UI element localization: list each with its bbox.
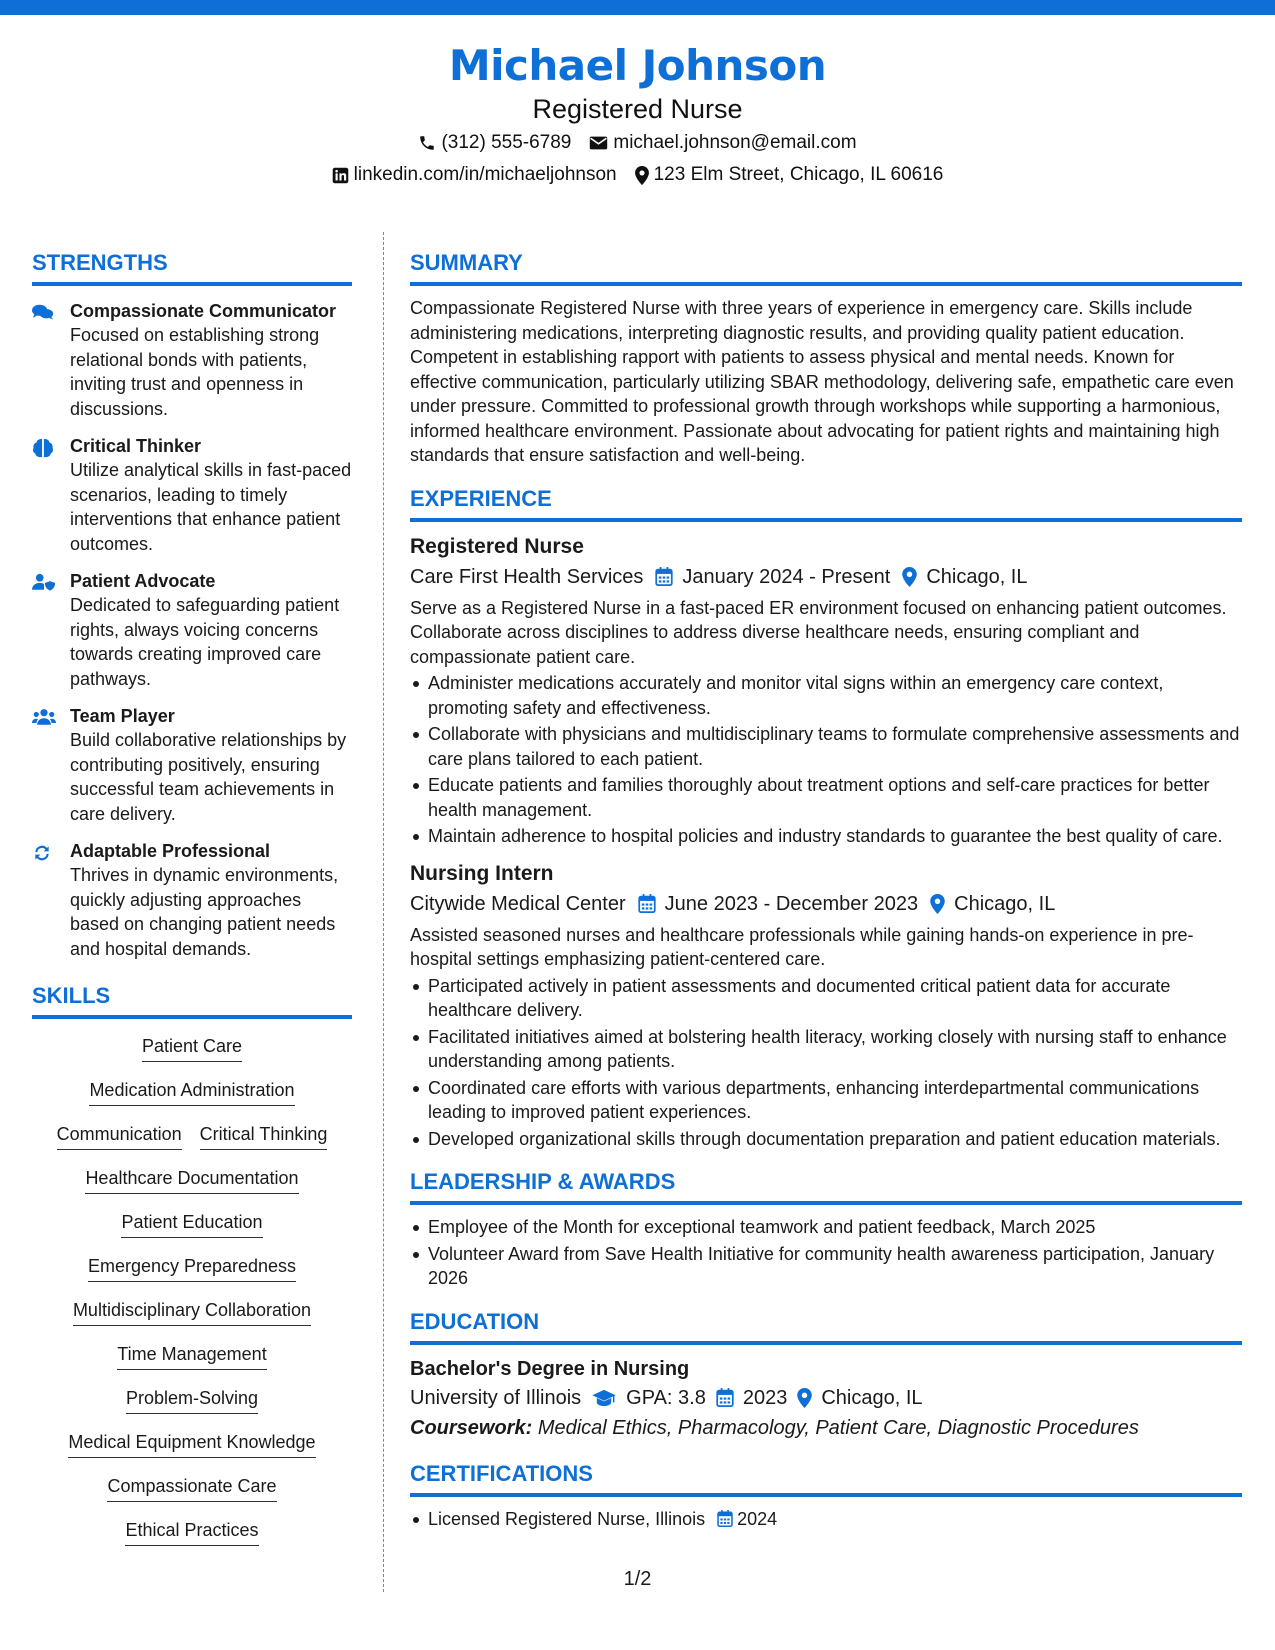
graduation-cap-icon	[591, 1389, 617, 1407]
email-text: michael.johnson@email.com	[613, 132, 857, 153]
degree-title: Bachelor's Degree in Nursing	[410, 1357, 690, 1380]
linkedin-icon	[332, 167, 349, 184]
strength-title: Adaptable Professional	[70, 841, 271, 861]
strength-title: Compassionate Communicator	[70, 301, 337, 321]
summary-text: Compassionate Registered Nurse with three years of experience in emergency care. Skills include administering medications, interpreting diagnostic results, and providing quality patient education. Competent in establishing rapport with patients to assess physical and mental needs. Known for effective communication, particularly utilizing SBAR methodology, delivering safe, empathetic care even under pressure. Committed to professional growth through workshops while supporting a harmonious, informed healthcare environment. Passionate about advocating for patient rights and maintaining high standards that ensure satisfaction and well-being.	[410, 298, 1234, 465]
strength-title: Patient Advocate	[70, 571, 216, 591]
linkedin-text: linkedin.com/in/michaeljohnson	[353, 164, 617, 185]
phone-contact	[418, 128, 571, 158]
strength-desc: Dedicated to safeguarding patient rights, always voicing concerns towards creating improved care pathways.	[70, 595, 340, 689]
skill-row	[142, 1033, 242, 1062]
skill-row	[107, 1473, 276, 1502]
strength-item	[32, 299, 352, 421]
leadership-section	[410, 1169, 1242, 1291]
experience-section	[410, 486, 1242, 1152]
skill-tag: Emergency Preparedness	[88, 1253, 296, 1282]
skill-tag: Communication	[57, 1121, 182, 1150]
linkedin-contact[interactable]	[332, 160, 617, 190]
brain-icon	[32, 434, 56, 556]
education-location-text: Chicago, IL	[821, 1386, 923, 1409]
job-entry	[410, 859, 1242, 1152]
right-column	[410, 250, 1242, 1533]
users-icon	[32, 704, 56, 826]
skill-tag: Critical Thinking	[200, 1121, 328, 1150]
job-bullet: Administer medications accurately and monitor vital signs within an emergency care context, promoting safety and effectiveness.	[410, 671, 1242, 720]
coursework-label: Coursework:	[410, 1416, 533, 1439]
certification-item	[410, 1507, 1242, 1532]
top-accent-bar	[0, 0, 1275, 15]
job-meta	[410, 889, 1242, 919]
job-location	[902, 562, 1027, 592]
skill-row	[88, 1253, 296, 1282]
skill-row	[85, 1165, 298, 1194]
skill-tag: Time Management	[117, 1341, 266, 1370]
job-bullets	[410, 671, 1242, 849]
job-dates	[655, 562, 890, 592]
strength-desc: Thrives in dynamic environments, quickly adjusting approaches based on changing patient needs and hospital demands.	[70, 865, 339, 959]
job-dates-text: June 2023 - December 2023	[664, 892, 919, 915]
skill-tag: Patient Care	[142, 1033, 242, 1062]
calendar-icon	[716, 1388, 734, 1407]
job-title: Nursing Intern	[410, 861, 554, 885]
job-dates	[638, 889, 919, 919]
skills-heading: SKILLS	[32, 983, 352, 1019]
education-meta	[410, 1383, 1242, 1413]
envelope-icon	[589, 135, 608, 151]
page-number: 1/2	[623, 1568, 652, 1590]
school-name: University of Illinois	[410, 1386, 582, 1409]
skill-row	[126, 1385, 258, 1414]
job-bullet: Maintain adherence to hospital policies and industry standards to guarantee the best quality of care.	[410, 824, 1242, 849]
skill-tag: Patient Education	[121, 1209, 262, 1238]
calendar-icon	[655, 567, 673, 586]
job-location-text: Chicago, IL	[954, 892, 1056, 915]
award-item: Employee of the Month for exceptional teamwork and patient feedback, March 2025	[410, 1215, 1242, 1240]
leadership-list	[410, 1215, 1242, 1291]
gpa-text: GPA: 3.8	[626, 1386, 706, 1409]
column-divider	[383, 232, 384, 1592]
skill-tag: Medical Equipment Knowledge	[68, 1429, 315, 1458]
graduation-year	[716, 1383, 788, 1413]
leadership-heading: LEADERSHIP & AWARDS	[410, 1169, 1242, 1205]
job-bullet: Educate patients and families thoroughly about treatment options and self-care practices for better health management.	[410, 773, 1242, 822]
skill-row	[68, 1429, 315, 1458]
job-description: Serve as a Registered Nurse in a fast-paced ER environment focused on enhancing patient outcomes. Collaborate across disciplines to address diverse healthcare needs, ensuring compliant and compassionate patient care.	[410, 597, 1227, 667]
skill-tag: Ethical Practices	[125, 1517, 258, 1546]
job-bullets	[410, 974, 1242, 1152]
strength-title: Team Player	[70, 706, 175, 726]
strength-item	[32, 434, 352, 556]
strength-desc: Build collaborative relationships by contributing positively, ensuring successful team achievements in care delivery.	[70, 730, 347, 824]
strength-desc: Utilize analytical skills in fast-paced scenarios, leading to timely interventions that enhance patient outcomes.	[70, 460, 352, 554]
certifications-section	[410, 1461, 1242, 1532]
strength-item	[32, 704, 352, 826]
job-dates-text: January 2024 - Present	[682, 565, 891, 588]
phone-icon	[418, 134, 436, 152]
year-text: 2023	[742, 1386, 788, 1409]
user-shield-icon	[32, 569, 56, 691]
job-bullet: Participated actively in patient assessments and documented critical patient data for accurate healthcare delivery.	[410, 974, 1242, 1023]
strengths-heading: STRENGTHS	[32, 250, 352, 286]
strength-item	[32, 569, 352, 691]
location-pin-icon	[797, 1388, 812, 1408]
job-company: Citywide Medical Center	[410, 892, 626, 915]
calendar-icon	[717, 1510, 733, 1527]
skills-list	[32, 1033, 352, 1561]
certification-date	[717, 1507, 777, 1532]
phone-text: (312) 555-6789	[441, 132, 572, 153]
email-contact[interactable]	[589, 128, 856, 158]
award-item: Volunteer Award from Save Health Initiative for community health awareness participation, January 2026	[410, 1242, 1242, 1291]
skill-row	[89, 1077, 294, 1106]
job-meta	[410, 562, 1242, 592]
location-pin-icon	[930, 894, 945, 914]
skill-row	[121, 1209, 262, 1238]
education-section	[410, 1309, 1242, 1443]
certification-name: Licensed Registered Nurse, Illinois	[428, 1508, 706, 1529]
summary-heading: SUMMARY	[410, 250, 1242, 286]
contact-row-2	[0, 160, 1275, 190]
job-entry	[410, 532, 1242, 849]
education-location	[797, 1383, 922, 1413]
candidate-role: Registered Nurse	[532, 94, 743, 124]
strength-title: Critical Thinker	[70, 436, 202, 456]
skill-row	[73, 1297, 311, 1326]
strength-desc: Focused on establishing strong relational bonds with patients, inviting trust and openness in discussions.	[70, 325, 320, 419]
skill-row	[57, 1121, 328, 1150]
contact-row-1	[0, 128, 1275, 158]
skill-tag: Healthcare Documentation	[85, 1165, 298, 1194]
strength-item	[32, 839, 352, 961]
candidate-name: Michael Johnson	[448, 41, 827, 90]
left-column	[32, 250, 352, 1561]
skill-tag: Compassionate Care	[107, 1473, 276, 1502]
job-location-text: Chicago, IL	[926, 565, 1028, 588]
certifications-heading: CERTIFICATIONS	[410, 1461, 1242, 1497]
job-title: Registered Nurse	[410, 534, 584, 558]
address-contact	[635, 160, 944, 190]
job-company: Care First Health Services	[410, 565, 644, 588]
job-bullet: Facilitated initiatives aimed at bolstering health literacy, working closely with nursing staff to enhance understanding among patients.	[410, 1025, 1242, 1074]
job-description: Assisted seasoned nurses and healthcare professionals while gaining hands-on experience in pre-hospital settings emphasizing patient-centered care.	[410, 924, 1194, 969]
skill-tag: Problem-Solving	[126, 1385, 258, 1414]
job-location	[930, 889, 1055, 919]
skill-tag: Multidisciplinary Collaboration	[73, 1297, 311, 1326]
location-pin-icon	[635, 166, 649, 185]
gpa	[591, 1383, 706, 1413]
skill-row	[125, 1517, 258, 1546]
job-bullet: Coordinated care efforts with various departments, enhancing interdepartmental communications leading to improved patient experiences.	[410, 1076, 1242, 1125]
job-bullet: Collaborate with physicians and multidisciplinary teams to formulate comprehensive assessments and care plans tailored to each patient.	[410, 722, 1242, 771]
resume-header	[0, 40, 1275, 190]
calendar-icon	[638, 894, 656, 913]
coursework	[410, 1413, 1242, 1443]
address-text: 123 Elm Street, Chicago, IL 60616	[653, 164, 944, 185]
experience-heading: EXPERIENCE	[410, 486, 1242, 522]
skill-row	[117, 1341, 266, 1370]
location-pin-icon	[902, 567, 917, 587]
skill-tag: Medication Administration	[89, 1077, 294, 1106]
certification-year: 2024	[737, 1508, 778, 1529]
chat-bubbles-icon	[32, 299, 56, 421]
job-bullet: Developed organizational skills through documentation preparation and patient education materials.	[410, 1127, 1242, 1152]
certifications-list	[410, 1507, 1242, 1532]
coursework-text: Medical Ethics, Pharmacology, Patient Care, Diagnostic Procedures	[537, 1416, 1139, 1439]
education-heading: EDUCATION	[410, 1309, 1242, 1345]
sync-icon	[32, 839, 56, 961]
